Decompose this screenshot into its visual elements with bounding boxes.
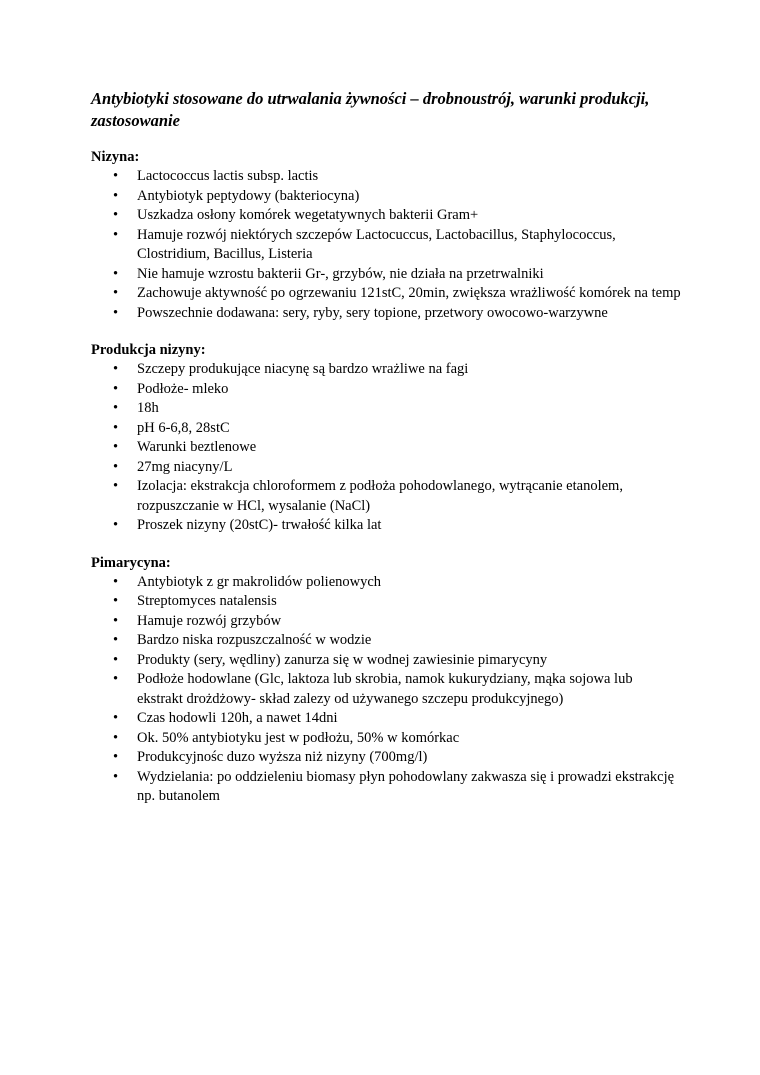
bullet-icon: •	[113, 168, 119, 184]
bullet-icon: •	[113, 671, 119, 687]
list-item-text: 27mg niacyny/L	[137, 458, 233, 475]
bullet-icon: •	[113, 710, 119, 726]
list-item-text: pH 6-6,8, 28stC	[137, 419, 230, 436]
bullet-list	[91, 167, 681, 323]
bullet-icon: •	[113, 304, 119, 321]
list-item-text: Wydzielania: po oddzieleniu biomasy płyn pohodowlany zakwasza się i prowadzi ekstrakcję np. butanolem	[137, 768, 675, 804]
list-item-text: Uszkadza osłony komórek wegetatywnych bakterii Gram+	[137, 207, 479, 223]
list-item	[91, 265, 681, 285]
list-item-text: Podłoże- mleko	[137, 380, 229, 397]
list-item	[91, 458, 681, 478]
list-item-text: Proszek nizyny (20stC)- trwałość kilka lat	[137, 517, 382, 533]
bullet-icon: •	[113, 419, 119, 436]
list-item	[91, 709, 681, 729]
list-item-text: Hamuje rozwój grzybów	[137, 612, 282, 629]
sections-container	[91, 148, 681, 807]
list-item	[91, 226, 681, 265]
bullet-list	[91, 573, 681, 807]
list-item-text: Lactococcus lactis subsp. lactis	[137, 168, 319, 184]
section-1	[91, 341, 681, 536]
section-heading: Pimarycyna:	[91, 554, 171, 571]
list-item-text: Hamuje rozwój niektórych szczepów Lactocuccus, Lactobacillus, Staphylococcus, Clostridium, Bacillus, Listeria	[137, 226, 616, 262]
list-item-text: Powszechnie dodawana: sery, ryby, sery topione, przetwory owocowo-warzywne	[137, 304, 608, 321]
bullet-icon: •	[113, 207, 119, 223]
list-item	[91, 516, 681, 536]
list-item	[91, 187, 681, 207]
list-item-text: Zachowuje aktywność po ogrzewaniu 121stC, 20min, zwiększa wrażliwość komórek na temp	[137, 285, 681, 301]
bullet-icon: •	[113, 361, 119, 377]
list-item	[91, 729, 681, 749]
list-item	[91, 399, 681, 419]
list-item	[91, 477, 681, 516]
bullet-icon: •	[113, 285, 119, 301]
bullet-icon: •	[113, 439, 119, 455]
section-2	[91, 554, 681, 807]
list-item	[91, 768, 681, 807]
list-item	[91, 670, 681, 709]
bullet-icon: •	[113, 768, 119, 785]
section-0	[91, 148, 681, 323]
bullet-icon: •	[113, 729, 119, 746]
list-item	[91, 592, 681, 612]
list-item-text: Nie hamuje wzrostu bakterii Gr-, grzybów, nie działa na przetrwalniki	[137, 265, 544, 282]
list-item-text: Czas hodowli 120h, a nawet 14dni	[137, 710, 338, 726]
bullet-icon: •	[113, 187, 119, 204]
list-item-text: Produkcyjnośc duzo wyższa niż nizyny (700mg/l)	[137, 749, 428, 765]
bullet-icon: •	[113, 632, 119, 648]
bullet-icon: •	[113, 517, 119, 533]
list-item-text: Ok. 50% antybiotyku jest w podłożu, 50% w komórkac	[137, 729, 460, 746]
list-item-text: Produkty (sery, wędliny) zanurza się w wodnej zawiesinie pimarycyny	[137, 651, 548, 668]
list-item	[91, 438, 681, 458]
list-item	[91, 631, 681, 651]
list-item	[91, 304, 681, 324]
list-item	[91, 573, 681, 593]
list-item-text: Warunki beztlenowe	[137, 439, 257, 455]
list-item-text: Izolacja: ekstrakcja chloroformem z podłoża pohodowlanego, wytrącanie etanolem, rozpuszczanie w HCl, wysalanie (NaCl)	[137, 478, 623, 514]
bullet-icon: •	[113, 400, 119, 416]
bullet-icon: •	[113, 573, 119, 590]
list-item	[91, 380, 681, 400]
list-item	[91, 167, 681, 187]
section-heading: Produkcja nizyny:	[91, 342, 206, 358]
bullet-icon: •	[113, 749, 119, 765]
list-item	[91, 612, 681, 632]
bullet-icon: •	[113, 380, 119, 397]
list-item	[91, 651, 681, 671]
bullet-icon: •	[113, 226, 119, 243]
list-item	[91, 360, 681, 380]
section-heading: Nizyna:	[91, 149, 140, 165]
list-item-text: Antybiotyk peptydowy (bakteriocyna)	[137, 187, 360, 204]
list-item-text: 18h	[137, 400, 159, 416]
document-title: Antybiotyki stosowane do utrwalania żywności – drobnoustrój, warunki produkcji, zastosowanie	[91, 89, 650, 130]
bullet-icon: •	[113, 612, 119, 629]
list-item	[91, 206, 681, 226]
document-page	[91, 88, 681, 825]
list-item-text: Szczepy produkujące niacynę są bardzo wrażliwe na fagi	[137, 361, 469, 377]
list-item	[91, 748, 681, 768]
bullet-icon: •	[113, 651, 119, 668]
list-item	[91, 284, 681, 304]
bullet-icon: •	[113, 265, 119, 282]
bullet-icon: •	[113, 478, 119, 494]
list-item-text: Podłoże hodowlane (Glc, laktoza lub skrobia, namok kukurydziany, mąka sojowa lub ekstrakt drożdżowy- skład zalezy od używanego szczepu produkcyjnego)	[137, 671, 633, 707]
list-item-text: Antybiotyk z gr makrolidów polienowych	[137, 573, 382, 590]
bullet-list	[91, 360, 681, 536]
bullet-icon: •	[113, 458, 119, 475]
bullet-icon: •	[113, 593, 119, 609]
list-item-text: Streptomyces natalensis	[137, 593, 277, 609]
list-item-text: Bardzo niska rozpuszczalność w wodzie	[137, 632, 372, 648]
list-item	[91, 419, 681, 439]
